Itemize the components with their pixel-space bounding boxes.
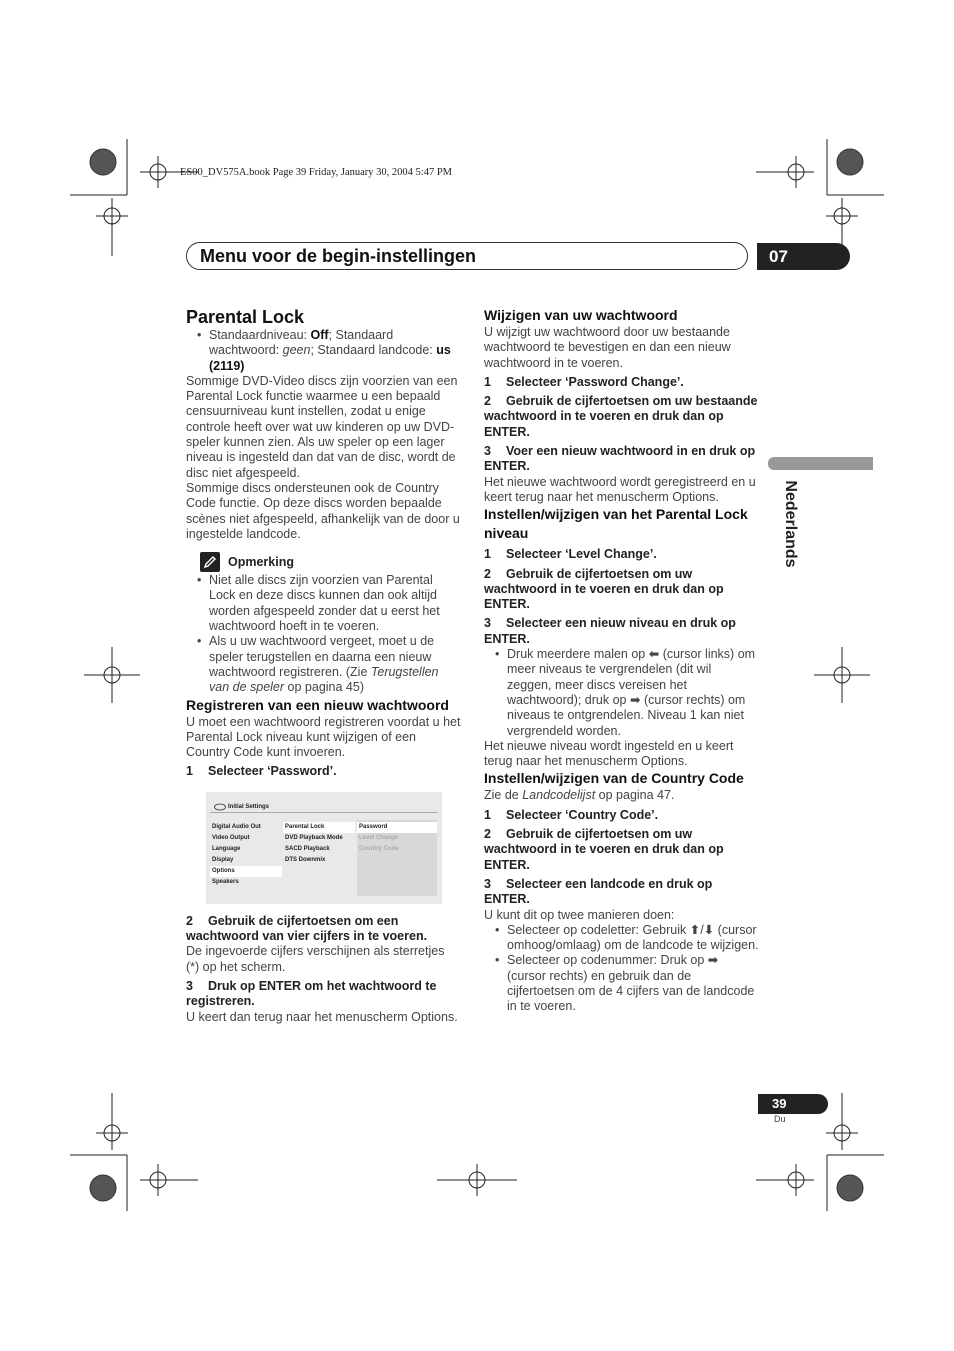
defaults-item: [186, 328, 461, 374]
step-text: Voer een nieuw wachtwoord in en druk op ENTER.: [484, 444, 756, 474]
step: [186, 979, 461, 1010]
text: Initial Settings: [228, 803, 270, 810]
step: [484, 547, 759, 562]
menu-column-1: [210, 822, 282, 888]
paragraph: U keert dan terug naar het menuscherm Options.: [186, 1009, 458, 1024]
paragraph: Sommige discs ondersteunen ook de Country Code functie. Op deze discs worden bepaalde scènes niet afgespeeld, afhankelijk van de door u ingestelde landcode.: [186, 480, 460, 541]
subheading: Instellen/wijzigen van de Country Code: [484, 770, 744, 787]
menu-item[interactable]: Parental Lock: [283, 822, 355, 833]
menu-item[interactable]: Speakers: [212, 878, 239, 885]
step-text: Selecteer ‘Level Change’.: [506, 547, 657, 562]
step: [484, 877, 759, 908]
header-title: Menu voor de begin-instellingen: [200, 246, 477, 266]
step: [484, 444, 759, 475]
left-column: [186, 306, 461, 1025]
step-text: Druk op ENTER om het wachtwoord te registreren.: [186, 978, 437, 1009]
text: geen: [282, 343, 311, 358]
text: Als u uw wachtwoord vergeet, moet u de speler terugstellen en daarna een nieuw wachtwoord registreren. (Zie: [209, 634, 435, 679]
menu-column-3: [357, 820, 437, 896]
text: Off: [310, 328, 329, 342]
text: Standaardniveau:: [209, 328, 311, 342]
step-text: Gebruik de cijfertoetsen om uw wachtwoord in te voeren en druk dan op ENTER.: [484, 827, 724, 872]
menu-item[interactable]: SACD Playback: [285, 845, 330, 852]
divider: [210, 812, 438, 813]
menu-item[interactable]: Options: [210, 866, 282, 877]
subheading: Instellen/wijzigen van het Parental Lock niveau: [484, 506, 748, 542]
section-title: Parental Lock: [186, 307, 305, 327]
menu-column-2: [283, 822, 355, 866]
menu-item[interactable]: Digital Audio Out: [212, 823, 261, 830]
screen-title: [214, 800, 269, 815]
pencil-icon: [200, 552, 220, 572]
text: /: [700, 922, 704, 937]
note-list: [186, 573, 461, 695]
step-text: Selecteer ‘Password’.: [208, 764, 337, 779]
paragraph: [484, 788, 759, 803]
step-number: 3: [484, 876, 491, 891]
text: Selecteer op codeletter: Gebruik: [507, 922, 690, 937]
step-text: Gebruik de cijfertoetsen om een wachtwoord van vier cijfers in te voeren.: [186, 913, 428, 944]
step-number: 1: [484, 807, 491, 822]
language-tab-label: Nederlands: [782, 480, 799, 568]
text: ; Standaard wachtwoord:: [209, 328, 394, 358]
subheading: Wijzigen van uw wachtwoord: [484, 307, 678, 323]
step-text: Selecteer ‘Country Code’.: [506, 807, 659, 822]
step-text: Selecteer een landcode en druk op ENTER.: [484, 876, 713, 907]
text: (cursor links) om meer niveaus te vergrendelen (dit wil zeggen, meer discs vereisen het wachtwoord); druk op: [507, 647, 756, 707]
paragraph: U kunt dit op twee manieren doen:: [484, 907, 675, 922]
menu-item[interactable]: Display: [212, 856, 234, 863]
text: Selecteer op codenummer: Druk op: [507, 953, 708, 968]
arrow-down-icon: ⬇: [703, 922, 715, 937]
note-header: [200, 552, 461, 572]
menu-item[interactable]: Video Output: [212, 834, 250, 841]
paragraph: Het nieuwe wachtwoord wordt geregistreerd en u keert terug naar het menuscherm Options.: [484, 474, 756, 504]
step-number: 2: [186, 913, 193, 928]
paragraph: Het nieuwe niveau wordt ingesteld en u keert terug naar het menuscherm Options.: [484, 738, 734, 769]
step-number: 1: [484, 374, 491, 389]
note-item: [186, 634, 461, 695]
book-tag: ES00_DV575A.book Page 39 Friday, January 30, 2004 5:47 PM: [180, 167, 453, 178]
step: [484, 827, 759, 873]
step-number: 1: [484, 547, 491, 562]
country-item: [484, 953, 759, 1014]
step-text: Gebruik de cijfertoetsen om uw wachtwoord in te voeren en druk dan op ENTER.: [484, 566, 724, 612]
paragraph: U wijzigt uw wachtwoord door uw bestaande wachtwoord te bevestigen en dan een nieuw wachtwoord in te voeren.: [484, 325, 731, 370]
step-number: 3: [186, 978, 193, 993]
menu-item[interactable]: DVD Playback Mode: [285, 834, 343, 841]
step: [186, 764, 461, 779]
arrow-left-icon: ⬅: [648, 647, 660, 662]
subheading: Registreren van een nieuw wachtwoord: [186, 696, 449, 713]
text: Landcodelijst: [522, 788, 596, 803]
country-item: [484, 923, 759, 954]
text: op pagina 47.: [595, 788, 675, 803]
note-item: • Niet alle discs zijn voorzien van Parental Lock en deze discs kunnen dan ook altijd worden afgespeeld zonder dat u eerst het wachtwoord hoeft in te voeren.: [186, 573, 461, 634]
step: [484, 808, 759, 823]
text: Terugstellen van de speler: [209, 664, 439, 695]
level-item: [484, 647, 759, 739]
menu-item[interactable]: Language: [212, 845, 241, 852]
note-title: Opmerking: [228, 554, 294, 569]
step: [484, 375, 759, 390]
text: (cursor rechts) en gebruik dan de cijfertoetsen om de 4 cijfers van de landcode in te voeren.: [507, 968, 755, 1014]
step-text: Selecteer ‘Password Change’.: [506, 374, 684, 389]
level-list: [484, 647, 759, 739]
text: ; Standaard landcode:: [310, 343, 437, 358]
page-language: Du: [774, 1114, 786, 1124]
step-text: Selecteer een nieuw niveau en druk op ENTER.: [484, 616, 736, 646]
menu-item[interactable]: Level Change: [359, 834, 399, 841]
step-number: 2: [484, 827, 491, 842]
arrow-right-icon: ➡: [707, 953, 719, 968]
text: op pagina 45): [284, 680, 364, 695]
paragraph: Sommige DVD-Video discs zijn voorzien van een Parental Lock functie waarmee u een bepaald censuurniveau kunt instellen, zodat u enige controle heeft over wat uw kinderen op uw DVD-speler kunnen zien. Als uw speler op een lager niveau is ingesteld dan dat van de disc, wordt de disc niet afgespeeld.: [186, 373, 458, 480]
paragraph: U moet een wachtwoord registreren voordat u het Parental Lock niveau kunt wijzigen of een Country Code kunt invoeren.: [186, 714, 461, 760]
menu-item[interactable]: Country Code: [359, 845, 399, 852]
page-number: 39: [758, 1094, 828, 1114]
disc-icon: [214, 803, 226, 811]
arrow-up-icon: ⬆: [689, 922, 701, 937]
step: [484, 567, 759, 613]
text: (cursor omhoog/omlaag) om de landcode te wijzigen.: [507, 922, 759, 953]
step-number: 2: [484, 394, 491, 409]
menu-item[interactable]: Password: [357, 822, 437, 833]
step-number: 3: [484, 444, 491, 459]
country-list: [484, 923, 759, 1015]
step-number: 2: [484, 566, 491, 581]
text: (cursor rechts) om niveaus te ontgrendelen. Niveau 1 kan niet vergrendeld worden.: [507, 692, 746, 738]
text: us (2119): [209, 343, 451, 373]
arrow-right-icon: ➡: [629, 692, 641, 707]
menu-item[interactable]: DTS Downmix: [285, 856, 326, 863]
text: Zie de: [484, 788, 523, 803]
settings-screen: [206, 792, 442, 904]
chapter-number: 07: [757, 243, 850, 270]
step: [186, 914, 461, 945]
step: [484, 394, 759, 440]
paragraph: De ingevoerde cijfers verschijnen als sterretjes (*) op het scherm.: [186, 944, 445, 974]
step: [484, 616, 759, 647]
right-column: [484, 306, 759, 1015]
step-number: 1: [186, 764, 193, 779]
step-number: 3: [484, 616, 491, 631]
text: Druk meerdere malen op: [507, 647, 649, 662]
defaults-list: [186, 328, 461, 374]
step-text: Gebruik de cijfertoetsen om uw bestaande wachtwoord in te voeren en druk dan op ENTER.: [484, 394, 758, 439]
